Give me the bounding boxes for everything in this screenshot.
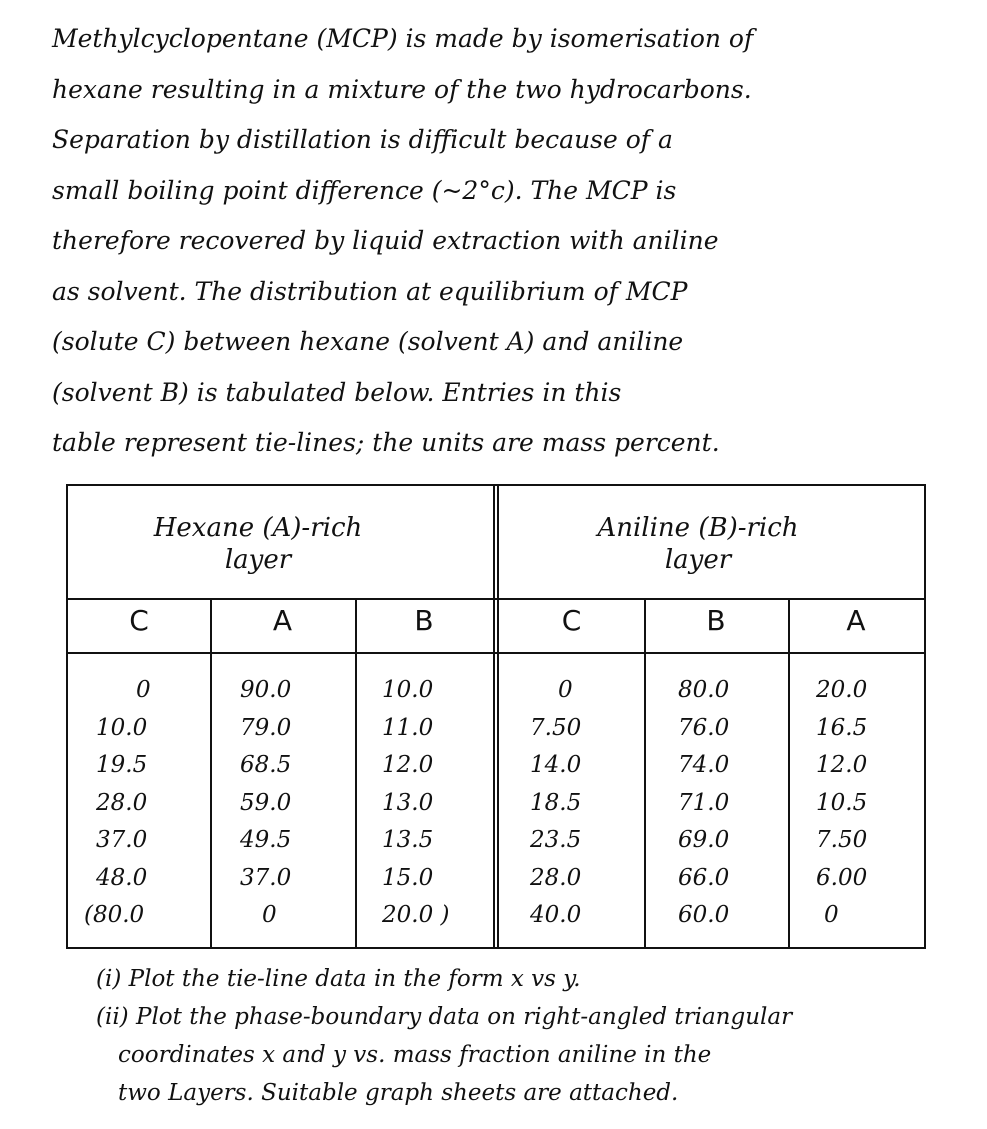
table-cell: 14.0 bbox=[530, 752, 582, 778]
table-cell: 37.0 bbox=[240, 864, 292, 891]
intro-line: as solvent. The distribution at equilibrium of MCP bbox=[52, 276, 688, 306]
group-header-rule bbox=[68, 598, 924, 600]
col-header-b-aniline: B bbox=[706, 604, 726, 637]
intro-line: Methylcyclopentane (MCP) is made by isomerisation of bbox=[52, 24, 754, 53]
table-cell: 76.0 bbox=[678, 714, 730, 741]
table-cell: 11.0 bbox=[382, 714, 434, 741]
table-cell: 10.5 bbox=[816, 789, 868, 816]
column-a-aniline bbox=[816, 672, 867, 935]
table-cell: 7.50 bbox=[530, 714, 582, 741]
column-b-aniline bbox=[678, 672, 729, 935]
col-header-c-hexane: C bbox=[129, 604, 149, 637]
column-divider bbox=[644, 598, 646, 947]
table-cell: 59.0 bbox=[240, 789, 292, 816]
aniline-layer-header bbox=[528, 512, 868, 576]
table-cell: 10.0 bbox=[96, 714, 148, 741]
table-cell: 90.0 bbox=[240, 677, 292, 703]
question-2-line-1: (ii) Plot the phase-boundary data on right-angled triangular bbox=[96, 1004, 793, 1030]
table-cell: 60.0 bbox=[678, 902, 730, 928]
table-cell: 79.0 bbox=[240, 714, 292, 741]
problem-statement bbox=[52, 14, 952, 469]
table-cell: 40.0 bbox=[530, 902, 582, 928]
table-cell: 80.0 bbox=[678, 677, 730, 703]
column-divider bbox=[788, 598, 790, 947]
table-cell: 12.0 bbox=[382, 752, 434, 778]
column-c-aniline bbox=[530, 672, 581, 935]
layer-divider bbox=[497, 486, 499, 947]
intro-line: therefore recovered by liquid extraction with aniline bbox=[52, 226, 719, 255]
table-cell: 0 bbox=[136, 677, 151, 703]
column-a-hexane bbox=[240, 672, 291, 935]
hexane-layer-header bbox=[108, 512, 408, 576]
hexane-layer-subtitle: layer bbox=[224, 545, 292, 575]
table-cell: 19.5 bbox=[96, 752, 148, 778]
table-cell: 49.5 bbox=[240, 827, 292, 853]
intro-line: (solute C) between hexane (solvent A) and aniline bbox=[52, 327, 684, 356]
table-cell: 28.0 bbox=[96, 789, 148, 816]
col-header-b-hexane: B bbox=[414, 604, 434, 637]
table-cell: 18.5 bbox=[530, 789, 582, 816]
column-b-hexane bbox=[382, 672, 450, 935]
table-cell: 74.0 bbox=[678, 752, 730, 778]
hexane-layer-title: Hexane (A)-rich bbox=[153, 513, 363, 543]
intro-line: Separation by distillation is difficult because of a bbox=[52, 125, 673, 154]
table-cell: 68.5 bbox=[240, 752, 292, 778]
tie-line-table bbox=[66, 484, 926, 949]
question-2-line-3: two Layers. Suitable graph sheets are attached. bbox=[118, 1080, 679, 1106]
col-header-a-aniline: A bbox=[846, 604, 866, 637]
table-cell: 37.0 bbox=[96, 827, 148, 853]
table-cell: 12.0 bbox=[816, 752, 868, 778]
column-divider bbox=[210, 598, 212, 947]
question-2-line-2: coordinates x and y vs. mass fraction aniline in the bbox=[118, 1042, 712, 1068]
table-cell: 16.5 bbox=[816, 714, 868, 741]
question-1: (i) Plot the tie-line data in the form x vs y. bbox=[96, 966, 581, 992]
table-cell: 20.0 bbox=[816, 677, 868, 703]
questions bbox=[96, 960, 976, 1112]
layer-divider bbox=[493, 486, 495, 947]
table-cell: 23.5 bbox=[530, 827, 582, 853]
table-cell: 48.0 bbox=[96, 864, 148, 891]
table-cell: 15.0 bbox=[382, 864, 434, 891]
table-cell: 6.00 bbox=[816, 864, 868, 891]
column-c-hexane bbox=[84, 672, 151, 935]
table-cell: 13.0 bbox=[382, 789, 434, 816]
intro-line: (solvent B) is tabulated below. Entries in this bbox=[52, 377, 622, 407]
table-cell: 28.0 bbox=[530, 864, 582, 891]
table-cell: (80.0 bbox=[84, 902, 145, 928]
table-cell: 66.0 bbox=[678, 864, 730, 891]
col-header-c-aniline: C bbox=[561, 604, 582, 637]
table-cell: 0 bbox=[824, 902, 839, 928]
table-cell: 20.0 ) bbox=[382, 902, 450, 928]
table-cell: 71.0 bbox=[678, 789, 730, 816]
intro-line: small boiling point difference (~2°c). The MCP is bbox=[52, 175, 677, 205]
aniline-layer-title: Aniline (B)-rich bbox=[597, 513, 799, 543]
table-cell: 10.0 bbox=[382, 677, 434, 703]
table-cell: 0 bbox=[262, 902, 277, 928]
table-cell: 0 bbox=[558, 677, 573, 703]
aniline-layer-subtitle: layer bbox=[664, 545, 732, 575]
col-header-a-hexane: A bbox=[272, 604, 293, 637]
table-cell: 69.0 bbox=[678, 827, 730, 853]
intro-line: hexane resulting in a mixture of the two hydrocarbons. bbox=[52, 74, 752, 104]
column-header-rule bbox=[68, 652, 924, 654]
table-cell: 13.5 bbox=[382, 827, 434, 853]
column-divider bbox=[355, 598, 357, 947]
intro-line: table represent tie-lines; the units are mass percent. bbox=[52, 428, 720, 457]
table-cell: 7.50 bbox=[816, 827, 868, 853]
